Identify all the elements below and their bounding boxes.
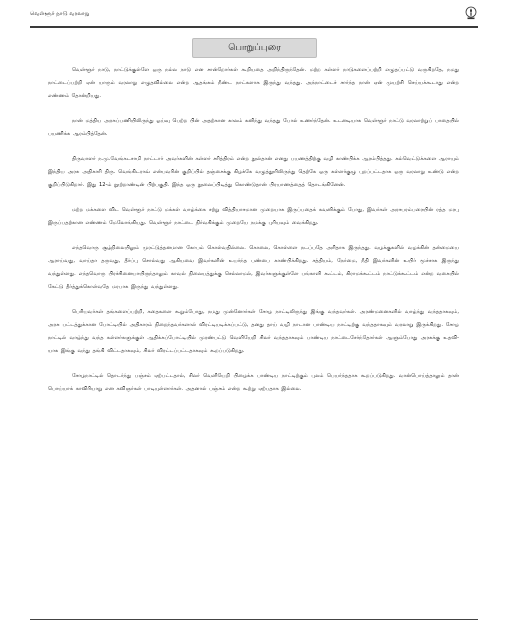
paragraph-1: வெள்ளூர் நாடு, நாட்டுக்குள்ளே ஒரு நல்ல நாடு என சான்றோர்கள் கூறியதை அறிந்திருந்தேன். மற்ற கள்ளர் நாடுகளைப்பற்றி எழுதப்பட்டு வருகிறதே, நமது நாட்டைப்பற்றி ஏன் யாரும் வரலாறு எழுதவில்லை என்ற ஆதங்கம் நீண்ட நாட்களாக இருந்து வந்தது. அந்நாட்டைச் சார்ந்த நான் ஏன் முயற்சி செய்யக்கூடாது என்ற எண்ணம் தோன்றியது. xyxy=(48,67,459,99)
paragraph-2: நான் மத்திய அரசுப்பணியிலிருந்து ஓய்வு பெற்ற பின் அதற்கான காலம் கனிந்து வந்தது போல் உணர்ந்தேன். உடனடியாக வெள்ளூர் நாட்டு வரலாற்றுப் பாதையில் பயணிக்க ஆரம்பித்தேன். xyxy=(48,118,459,137)
paragraph-7: சோழநாட்டில் தொடர்ந்து பஞ்சம் ஏற்பட்டதால், சிலர் வெளியேறி பிழைக்க பாண்டிய நாட்டிற்கும் புலம் பெயர்ந்ததாக கூறப்படுகிறது. வான்பொய்த்தாலும் தான் பொய்யாக் காவிரியாறு என கவிஞர்கள் பாடியுள்ளார்கள். அதனால் பஞ்சம் என்ற கூற்று ஏற்பதாக இல்லை. xyxy=(48,373,459,392)
page-title: பொறுப்புரை xyxy=(192,38,317,58)
paragraph-3: திருவாளர் ந.மு.வேங்கடசாமி நாட்டார் அவர்களின் கள்ளர் சரித்திரம் என்ற நூல்தான் எனது பயணத்திற்கு வழி காண்பிக்க ஆரம்பித்தது. கல்வெட்டுக்களை ஆராயும் இந்திய அரசு அதிகாரி திரு. வெங்கிடராவ் என்பவரின் குறிப்பில் தஞ்சைக்கு கிழக்கே வழுத்தூரிலிருந்து தெற்கே ஒரு கள்ளர்குழு புறப்பட்டதாக ஒரு வரலாறு உண்டு என்ற குறிப்பிடுகிறார். இது 12-ம் நூற்றாண்டின் பிற்பகுதி. இந்த ஒரு நூலைப்பிடித்து கொண்டுதான் பிரயாணத்தைத் தொடங்கினேன். xyxy=(48,156,459,188)
paragraph-5: எந்தவொரு சூழ்நிலையிலும் முரட்டுத்தனமான கோபம் கொள்வதில்லை. கொலை, கொள்ளை நடப்பதே அரிதாக இருந்தது. வழக்குகளில் வழக்கின் தன்மையை ஆராய்வது, வாய்தா தருவது, தீர்ப்பு சொல்வது ஆகியவை இவர்களின் உயர்ந்த பண்பை காண்பிக்கிறது. சத்தியம், நேர்மை, நீதி இவர்களின் உயிர் மூச்சாக இருந்து வந்துள்ளது. எந்தவொரு பிரச்சினையாயிருந்தாலும் காவல் நிலையத்துக்கு செல்லாமல், இவர்களுக்குள்ளே பங்காளி கூட்டம், கிராமக்கூட்டம் நாட்டுக்கூட்டம் என்ற வகையில் கேட்டு தீர்த்துக்கொள்வதே மரபாக இருந்து வந்துள்ளது. xyxy=(48,245,459,290)
running-title: வெள்ளூர் நாடு வரலாறு xyxy=(30,11,90,17)
body-text xyxy=(48,64,459,408)
torch-emblem-icon xyxy=(464,6,478,20)
header-rule xyxy=(30,26,478,28)
page-header xyxy=(30,6,478,26)
paragraph-4: மற்ற மக்களை விட வெள்ளூர் நாட்டு மக்கள் வாழ்க்கை சற்று வித்தியாசமான முறையாக இருப்பதைக் கவனிக்கும் போது, இவர்கள் அரசபரம்பரையின் ரத்த மரபு இருப்பதற்கான எண்ணம் மேலோங்கியது. வெள்ளூர் நாட்டை நிர்வகிக்கும் முறையே நமக்கு புரியவும் வைக்கிறது. xyxy=(48,207,459,226)
footer-rule xyxy=(30,619,478,620)
paragraph-6: பெரியவர்கள் தங்களைப்பற்றி, கதைகளை கூறும்போது, நமது முன்னோர்கள் சோழ நாட்டிலிருந்து இங்கு வந்தவர்கள். அரண்மனைகளில் வாழ்ந்து வந்ததாகவும், அரசு பட்டத்துக்கான போட்டியில் அதிகாரம் நிறைந்தவர்களால் விரட்டியடிக்கப்பட்டு, தனது தாய் வழி நாடான பாண்டிய நாட்டிற்கு வந்ததாகவும் வரலாறு இருக்கிறது. சோழ நாட்டில் வாழ்ந்து வந்த கள்ளர்களுக்குள் ஆதிக்கப்போட்டியில் முரண்பட்டு வெளியேறி சிலர் வந்ததாகவும் பாண்டிய நாட்டைசேர்ந்தோர்கள் ஆளும்போது அரசுக்கு உதவி-யாக இங்கு வந்து தங்கி விட்டதாகவும், சிலர் விரட்டப்பட்டதாகவும் கூறப்படுகிறது. xyxy=(48,309,459,354)
